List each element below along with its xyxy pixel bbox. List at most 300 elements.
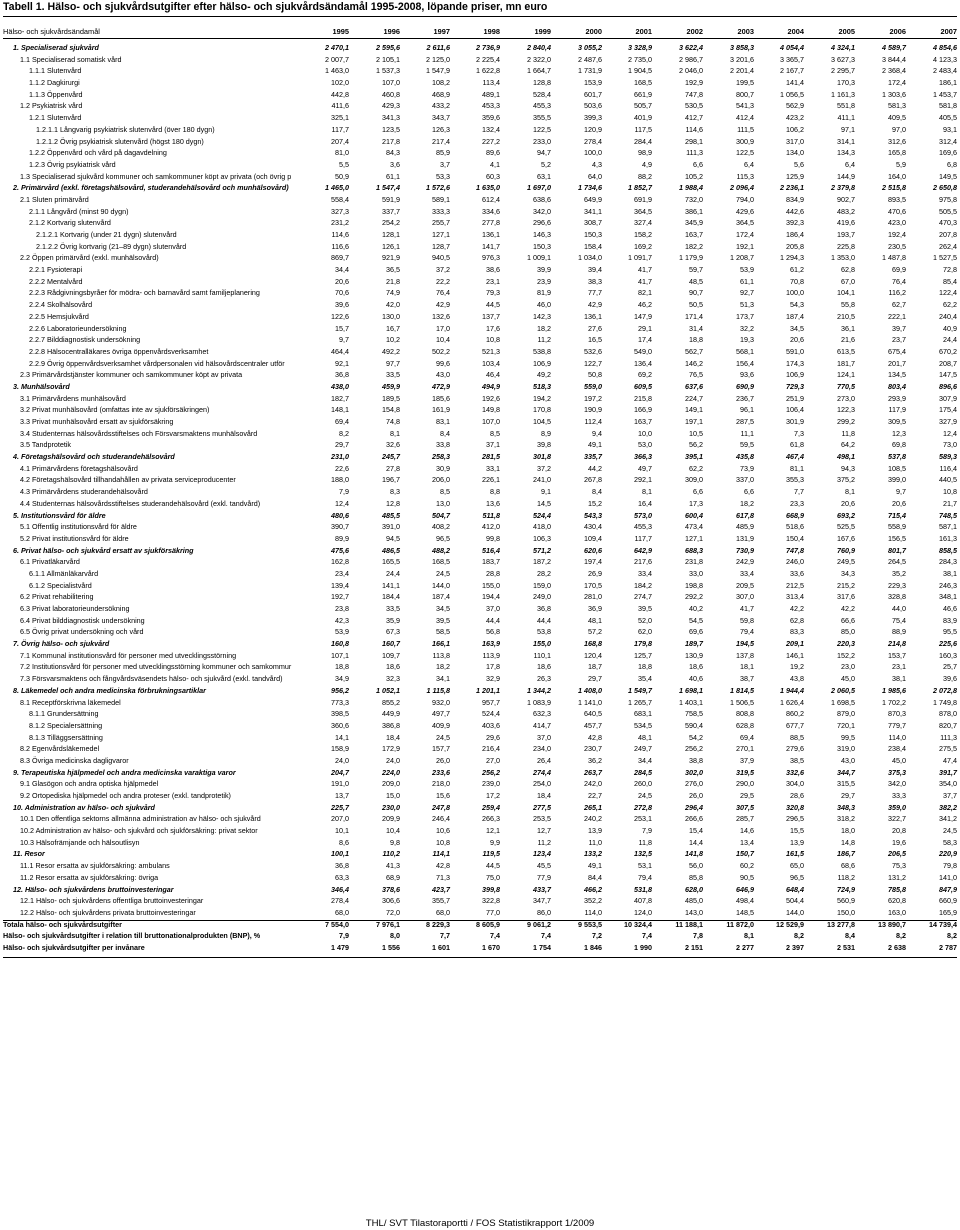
row-label: 11. Resor xyxy=(13,849,45,859)
row-value: 489,1 xyxy=(482,89,500,99)
row-value: 277,8 xyxy=(482,218,500,228)
row-label: 2.1.2.2 Övrig kortvarig (21–89 dygn) slutenvård xyxy=(36,241,187,251)
row-value: 23,9 xyxy=(537,276,551,286)
row-value: 2 225,4 xyxy=(476,54,500,64)
table-row xyxy=(0,616,960,628)
row-value: 423,2 xyxy=(786,113,804,123)
row-value: 12,8 xyxy=(386,498,400,508)
row-label: 6.4 Privat bilddiagnostisk undersökning xyxy=(20,615,145,625)
row-value: 435,8 xyxy=(736,452,754,462)
row-value: 1 944,4 xyxy=(780,685,804,695)
row-label: 8.2 Egenvårdsläkemedel xyxy=(20,744,100,754)
row-value: 1 463,0 xyxy=(325,66,349,76)
row-value: 2 787 xyxy=(939,942,957,952)
row-value: 79,8 xyxy=(943,861,957,871)
row-value: 206,5 xyxy=(888,849,906,859)
row-value: 3,6 xyxy=(390,159,400,169)
row-value: 352,2 xyxy=(584,896,602,906)
row-label: 6. Privat hälso- och sjukvård ersatt av sjukförsäkring xyxy=(13,545,194,555)
row-value: 4 123,3 xyxy=(933,54,957,64)
row-value: 8,1 xyxy=(845,487,855,497)
row-value: 590,4 xyxy=(685,720,703,730)
row-value: 1 698,5 xyxy=(831,697,855,707)
row-value: 238,4 xyxy=(888,744,906,754)
row-value: 199,5 xyxy=(736,78,754,88)
row-value: 50,5 xyxy=(689,300,703,310)
row-value: 32,6 xyxy=(386,440,400,450)
row-value: 194,2 xyxy=(533,393,551,403)
row-value: 423,0 xyxy=(888,218,906,228)
row-value: 1 601 xyxy=(432,942,450,952)
row-value: 114,6 xyxy=(331,230,349,239)
row-value: 249,7 xyxy=(634,744,652,754)
row-value: 359,6 xyxy=(482,113,500,123)
row-value: 10,4 xyxy=(386,826,400,836)
row-value: 218,0 xyxy=(432,779,450,789)
row-value: 117,7 xyxy=(331,124,349,134)
row-value: 4 054,4 xyxy=(780,43,804,52)
row-value: 146,1 xyxy=(786,650,804,660)
row-value: 391,7 xyxy=(939,767,957,777)
row-value: 60,2 xyxy=(740,861,754,871)
row-label: 8.1.1 Grundersättning xyxy=(29,709,99,719)
row-label: 3.1 Primärvårdens munhälsovård xyxy=(20,393,126,403)
row-value: 808,8 xyxy=(736,709,754,719)
row-value: 95,5 xyxy=(943,627,957,637)
row-value: 348,1 xyxy=(939,592,957,602)
row-value: 38,1 xyxy=(892,674,906,684)
row-value: 530,5 xyxy=(685,101,703,111)
row-value: 23,3 xyxy=(790,498,804,508)
top-rule xyxy=(3,16,957,17)
row-value: 480,6 xyxy=(331,510,349,520)
table-row xyxy=(0,557,960,569)
row-value: 100,0 xyxy=(786,288,804,298)
row-value: 794,0 xyxy=(736,194,754,204)
row-value: 113,9 xyxy=(482,650,500,660)
row-value: 171,4 xyxy=(685,311,703,321)
row-value: 277,5 xyxy=(533,802,551,812)
row-value: 85,9 xyxy=(436,148,450,158)
row-value: 620,8 xyxy=(888,896,906,906)
row-value: 2 379,8 xyxy=(831,183,855,193)
row-value: 503,6 xyxy=(584,101,602,111)
row-value: 104,5 xyxy=(533,417,551,426)
row-value: 53,0 xyxy=(638,440,652,450)
row-value: 858,5 xyxy=(939,545,957,555)
row-value: 36,8 xyxy=(335,370,349,380)
table-row xyxy=(0,195,960,207)
table-row xyxy=(0,592,960,604)
row-value: 39,9 xyxy=(537,265,551,275)
row-value: 34,4 xyxy=(638,755,652,765)
row-label: 2.1 Sluten primärvård xyxy=(20,194,89,204)
row-value: 2 986,7 xyxy=(679,54,703,64)
row-value: 732,0 xyxy=(685,194,703,204)
row-value: 162,8 xyxy=(331,557,349,567)
row-value: 75,4 xyxy=(892,615,906,625)
row-value: 779,7 xyxy=(888,720,906,730)
row-value: 562,9 xyxy=(786,101,804,111)
row-value: 467,4 xyxy=(786,452,804,462)
row-value: 320,8 xyxy=(786,802,804,812)
row-value: 1 635,0 xyxy=(476,183,500,193)
row-value: 96,5 xyxy=(790,872,804,882)
row-value: 42,3 xyxy=(335,615,349,625)
row-value: 785,8 xyxy=(888,884,906,894)
row-value: 284,3 xyxy=(939,557,957,567)
row-value: 298,1 xyxy=(685,136,703,146)
row-value: 24,5 xyxy=(436,568,450,578)
row-value: 1 115,8 xyxy=(426,685,450,695)
row-value: 300,9 xyxy=(736,136,754,146)
row-value: 1 009,1 xyxy=(527,253,551,263)
row-value: 150,7 xyxy=(736,849,754,859)
row-value: 146,3 xyxy=(533,230,551,239)
row-value: 2 840,4 xyxy=(527,43,551,52)
row-value: 170,5 xyxy=(584,580,602,590)
row-value: 38,3 xyxy=(588,276,602,286)
row-value: 327,9 xyxy=(939,417,957,426)
row-value: 79,3 xyxy=(486,288,500,298)
table-row xyxy=(0,417,960,429)
row-value: 130,0 xyxy=(382,311,400,321)
row-value: 504,7 xyxy=(432,510,450,520)
row-label: 5.2 Privat institutionsvård för äldre xyxy=(20,533,129,543)
row-value: 399,0 xyxy=(888,475,906,485)
table-row xyxy=(0,511,960,523)
table-row xyxy=(0,931,960,943)
row-value: 146,2 xyxy=(685,358,703,368)
row-value: 36,2 xyxy=(588,755,602,765)
row-value: 3 844,4 xyxy=(882,54,906,64)
row-value: 485,5 xyxy=(382,510,400,520)
row-value: 155,0 xyxy=(482,580,500,590)
row-value: 405,5 xyxy=(939,113,957,123)
row-value: 27,6 xyxy=(588,323,602,333)
row-value: 10,6 xyxy=(436,826,450,836)
row-value: 27,0 xyxy=(486,755,500,765)
row-value: 93,1 xyxy=(943,124,957,134)
row-value: 412,4 xyxy=(736,113,754,123)
table-row xyxy=(0,160,960,172)
row-value: 488,2 xyxy=(432,545,450,555)
row-label: 9.1 Glasögon och andra optiska hjälpmedel xyxy=(20,779,159,789)
row-value: 803,4 xyxy=(888,381,906,391)
row-value: 249,0 xyxy=(533,592,551,602)
row-value: 174,3 xyxy=(786,358,804,368)
row-value: 2 483,4 xyxy=(933,66,957,76)
row-value: 319,5 xyxy=(736,767,754,777)
row-label: 4.3 Primärvårdens studerandehälsovård xyxy=(20,487,148,497)
row-value: 494,9 xyxy=(482,381,500,391)
row-value: 355,3 xyxy=(786,475,804,485)
row-value: 141,1 xyxy=(382,580,400,590)
row-value: 355,5 xyxy=(533,113,551,123)
row-value: 158,4 xyxy=(584,241,602,251)
row-value: 688,3 xyxy=(685,545,703,555)
row-value: 7,9 xyxy=(642,826,652,836)
column-header-purpose: Hälso- och sjukvårdsändamål xyxy=(3,27,100,36)
row-value: 270,1 xyxy=(736,744,754,754)
row-value: 136,1 xyxy=(584,311,602,321)
row-label: 8.1 Receptförskrivna läkemedel xyxy=(20,697,121,707)
row-value: 233,6 xyxy=(432,767,450,777)
row-value: 216,4 xyxy=(482,744,500,754)
row-value: 466,2 xyxy=(584,884,602,894)
row-value: 116,6 xyxy=(331,241,349,251)
row-value: 144,9 xyxy=(837,171,855,181)
row-value: 14,8 xyxy=(841,837,855,847)
table-row xyxy=(0,546,960,558)
row-value: 127,1 xyxy=(685,533,703,543)
row-value: 156,5 xyxy=(888,533,906,543)
row-value: 83,9 xyxy=(943,615,957,625)
row-value: 258,3 xyxy=(432,452,450,462)
row-value: 18,2 xyxy=(537,323,551,333)
row-value: 42,8 xyxy=(436,861,450,871)
row-value: 124,1 xyxy=(837,370,855,380)
row-value: 341,1 xyxy=(584,206,602,216)
row-value: 306,6 xyxy=(382,896,400,906)
row-value: 69,8 xyxy=(892,440,906,450)
row-value: 186,7 xyxy=(837,849,855,859)
row-value: 39,7 xyxy=(892,323,906,333)
row-value: 620,6 xyxy=(584,545,602,555)
row-value: 334,6 xyxy=(482,206,500,216)
row-label: 2.2.7 Bilddiagnostisk undersökning xyxy=(29,335,141,345)
row-value: 115,3 xyxy=(736,171,754,181)
row-value: 834,9 xyxy=(786,194,804,204)
row-value: 505,5 xyxy=(939,206,957,216)
row-value: 182,2 xyxy=(685,241,703,251)
table-row xyxy=(0,207,960,219)
row-label: 1.2.3 Övrig psykiatrisk vård xyxy=(29,159,116,169)
row-value: 44,5 xyxy=(486,300,500,310)
row-value: 169,6 xyxy=(939,148,957,158)
row-value: 278,4 xyxy=(584,136,602,146)
row-value: 2 487,6 xyxy=(578,54,602,64)
row-value: 571,2 xyxy=(533,545,551,555)
row-value: 62,7 xyxy=(892,300,906,310)
row-value: 313,4 xyxy=(786,592,804,602)
row-label: 2.3 Primärvårdstjänster kommuner och samkommuner köpt av privata xyxy=(20,370,243,380)
row-value: 209,5 xyxy=(736,580,754,590)
row-value: 126,1 xyxy=(382,241,400,251)
row-value: 4 854,6 xyxy=(933,43,957,52)
row-label: 2.2.4 Skolhälsovård xyxy=(29,300,93,310)
row-value: 149,5 xyxy=(939,171,957,181)
bottom-rule xyxy=(3,957,957,958)
row-value: 16,7 xyxy=(386,323,400,333)
row-value: 1 670 xyxy=(482,942,500,952)
row-value: 1 549,7 xyxy=(628,685,652,695)
row-value: 155,0 xyxy=(533,639,551,649)
row-value: 217,8 xyxy=(382,136,400,146)
row-value: 263,7 xyxy=(584,767,602,777)
row-value: 77,9 xyxy=(537,872,551,882)
row-value: 328,8 xyxy=(888,592,906,602)
table-row xyxy=(0,651,960,663)
row-label: 7.3 Försvarsmaktens och fångvårdsväsendets hälso- och sjukvård (exkl. tandvård) xyxy=(20,674,283,684)
row-value: 130,9 xyxy=(685,650,703,660)
row-value: 62,8 xyxy=(841,265,855,275)
row-value: 109,7 xyxy=(382,650,400,660)
row-value: 301,9 xyxy=(786,417,804,426)
row-value: 23,4 xyxy=(335,568,349,578)
table-row xyxy=(0,113,960,125)
row-label: 3.2 Privat munhälsovård (omfattas inte av sjukförsäkringen) xyxy=(20,405,210,415)
row-value: 108,2 xyxy=(432,78,450,88)
row-value: 296,6 xyxy=(533,218,551,228)
row-value: 15,7 xyxy=(335,323,349,333)
row-value: 189,5 xyxy=(382,393,400,403)
row-label: 2.1.2 Kortvarig slutenvård xyxy=(29,218,111,228)
totals-rule xyxy=(3,920,957,921)
row-value: 1 201,1 xyxy=(476,685,500,695)
row-value: 568,1 xyxy=(736,346,754,356)
row-value: 1 985,6 xyxy=(882,685,906,695)
row-value: 26,9 xyxy=(588,568,602,578)
row-value: 459,9 xyxy=(382,381,400,391)
row-value: 62,2 xyxy=(689,463,703,473)
row-value: 63,3 xyxy=(335,872,349,882)
row-value: 117,9 xyxy=(888,405,906,415)
row-value: 38,6 xyxy=(486,265,500,275)
row-value: 123,5 xyxy=(382,124,400,134)
row-value: 122,5 xyxy=(736,148,754,158)
row-value: 97,1 xyxy=(841,124,855,134)
row-value: 120,9 xyxy=(584,124,602,134)
row-value: 62,0 xyxy=(638,627,652,637)
row-value: 76,5 xyxy=(689,370,703,380)
row-value: 82,1 xyxy=(638,288,652,298)
year-header: 2003 xyxy=(737,27,754,36)
row-value: 2 611,6 xyxy=(426,43,450,52)
row-value: 312,6 xyxy=(888,136,906,146)
row-label: 8. Läkemedel och andra medicinska förbrukningsartiklar xyxy=(13,685,206,695)
row-value: 157,7 xyxy=(432,744,450,754)
row-value: 33,1 xyxy=(486,463,500,473)
row-value: 17,2 xyxy=(486,791,500,800)
row-value: 6,6 xyxy=(693,487,703,497)
row-value: 438,0 xyxy=(331,381,349,391)
row-value: 32,9 xyxy=(486,674,500,684)
row-value: 7 554,0 xyxy=(325,919,349,929)
table-row xyxy=(0,803,960,815)
row-value: 589,3 xyxy=(939,452,957,462)
row-value: 715,4 xyxy=(888,510,906,520)
row-value: 683,1 xyxy=(634,709,652,719)
row-value: 73,9 xyxy=(740,463,754,473)
row-value: 558,4 xyxy=(331,194,349,204)
row-value: 239,0 xyxy=(482,779,500,789)
row-value: 49,2 xyxy=(537,370,551,380)
table-row xyxy=(0,370,960,382)
row-value: 2 105,1 xyxy=(376,54,400,64)
table-row xyxy=(0,137,960,149)
row-value: 21,7 xyxy=(943,498,957,508)
row-value: 521,3 xyxy=(482,346,500,356)
row-value: 3 201,6 xyxy=(730,54,754,64)
row-value: 16,4 xyxy=(638,498,652,508)
row-value: 107,0 xyxy=(382,78,400,88)
row-value: 690,9 xyxy=(736,381,754,391)
row-value: 68,9 xyxy=(386,872,400,882)
row-value: 192,7 xyxy=(331,592,349,602)
table-row xyxy=(0,849,960,861)
row-value: 18,2 xyxy=(436,662,450,672)
row-value: 36,8 xyxy=(335,861,349,871)
table-row xyxy=(0,101,960,113)
row-value: 230,7 xyxy=(584,744,602,754)
row-value: 191,0 xyxy=(331,779,349,789)
row-value: 327,4 xyxy=(634,218,652,228)
row-value: 399,8 xyxy=(482,884,500,894)
row-value: 609,5 xyxy=(634,381,652,391)
row-value: 287,5 xyxy=(736,417,754,426)
row-value: 921,9 xyxy=(382,253,400,263)
row-value: 69,4 xyxy=(740,732,754,742)
row-value: 128,1 xyxy=(382,230,400,239)
row-value: 42,8 xyxy=(588,732,602,742)
row-value: 390,7 xyxy=(331,522,349,532)
row-value: 88,2 xyxy=(638,171,652,181)
row-value: 855,2 xyxy=(382,697,400,707)
row-value: 7,4 xyxy=(541,931,551,941)
row-value: 486,5 xyxy=(382,545,400,555)
row-value: 111,3 xyxy=(686,148,703,158)
row-value: 96,5 xyxy=(436,533,450,543)
row-value: 296,4 xyxy=(685,802,703,812)
row-value: 412,0 xyxy=(482,522,500,532)
row-value: 24,5 xyxy=(436,732,450,742)
row-value: 628,8 xyxy=(736,720,754,730)
row-value: 893,5 xyxy=(888,194,906,204)
row-value: 1 698,1 xyxy=(679,685,703,695)
row-value: 54,3 xyxy=(790,300,804,310)
row-value: 497,7 xyxy=(432,709,450,719)
row-value: 32,3 xyxy=(386,674,400,684)
row-value: 1 904,5 xyxy=(628,66,652,76)
row-value: 15,4 xyxy=(689,826,703,836)
row-value: 187,2 xyxy=(533,557,551,567)
row-value: 49,1 xyxy=(588,440,602,450)
row-value: 59,8 xyxy=(740,615,754,625)
row-value: 249,5 xyxy=(837,557,855,567)
row-value: 46,4 xyxy=(486,370,500,380)
table-row xyxy=(0,288,960,300)
row-label: 10.3 Hälsofrämjande och hälsoutlisyn xyxy=(20,837,140,847)
row-value: 150,3 xyxy=(584,230,602,239)
row-value: 457,7 xyxy=(584,720,602,730)
row-value: 137,7 xyxy=(482,311,500,321)
row-value: 197,1 xyxy=(685,417,703,426)
row-value: 442,8 xyxy=(331,89,349,99)
row-label: 12.1 Hälso- och sjukvårdens offentliga bruttoinvesteringar xyxy=(20,896,204,906)
row-value: 172,4 xyxy=(888,78,906,88)
row-value: 69,6 xyxy=(689,627,703,637)
row-value: 498,4 xyxy=(736,896,754,906)
row-value: 395,1 xyxy=(685,452,703,462)
row-value: 8,4 xyxy=(440,428,450,438)
row-label: 1.1.1 Slutenvård xyxy=(29,66,82,76)
row-label: Hälso- och sjukvårdsutgifter i relation till bruttonationalprodukten (BNP), % xyxy=(3,931,261,941)
row-value: 348,3 xyxy=(837,802,855,812)
row-value: 274,7 xyxy=(634,592,652,602)
row-value: 85,0 xyxy=(841,627,855,637)
row-value: 161,5 xyxy=(786,849,804,859)
